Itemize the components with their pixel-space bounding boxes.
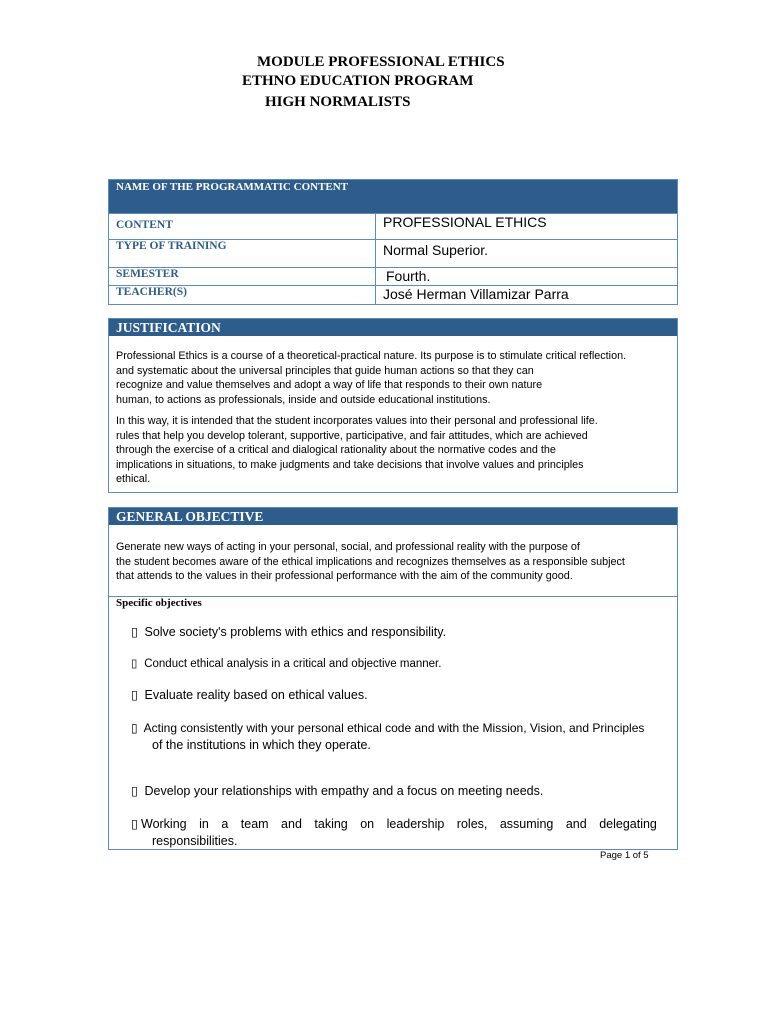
row-value: Normal Superior. [383,242,489,258]
doc-title-line2: ETHNO EDUCATION PROGRAM [242,73,474,89]
objective-text: Acting consistently with your personal ethical code and with the Mission, Vision, and Principles [143,721,645,735]
objective-text-word: and [565,817,587,831]
doc-title-line1: MODULE PROFESSIONAL ETHICS [257,54,505,70]
checkbox-bullet-icon: ▯ [131,784,138,798]
objective-text-word: assuming [499,817,554,831]
justification-paragraph-1 [109,336,677,407]
text-line: recognize and value themselves and adopt a way of life that responds to their own nature [116,379,543,391]
objective-text-continuation: responsibilities. [152,834,238,848]
objective-text: Develop your relationships with empathy and a focus on meeting needs. [144,784,544,798]
section-heading: GENERAL OBJECTIVE [109,508,677,525]
list-item [131,624,657,641]
text-line: Generate new ways of acting in your personal, social, and professional reality with the purpose of [116,541,580,553]
text-line: implications in situations, to make judgments and take decisions that involve values and principles [116,458,584,471]
row-label: TEACHER(S) [109,286,376,304]
list-item [131,783,657,800]
specific-objectives-title: Specific objectives [116,597,202,609]
text-line: ethical. [116,473,151,485]
checkbox-bullet-icon: ▯ [131,721,138,735]
objective-text-word: delegating [599,817,657,831]
objective-text-word: taking [314,817,348,831]
text-line: rules that help you develop tolerant, supportive, participative, and fair attitudes, which are achieved [116,429,588,442]
table-row-semester [109,268,677,286]
text-line: human, to actions as professionals, inside and outside educational institutions. [116,393,491,406]
objective-text: Solve society's problems with ethics and responsibility. [144,625,447,639]
text-line: through the exercise of a critical and dialogical rationality about the normative codes and the [116,444,556,456]
checkbox-bullet-icon: ▯ [131,658,138,670]
row-value: José Herman Villamizar Parra [383,286,569,302]
text-line: and systematic about the universal principles that guide human actions so that they can [116,364,534,377]
objective-text-word: on [360,817,375,831]
objective-text-continuation: of the institutions in which they operate. [152,738,371,752]
objective-text-word: team [240,817,269,831]
objective-text-word: and [281,817,302,831]
list-item [131,816,657,850]
list-item [131,720,657,754]
text-line: Professional Ethics is a course of a theoretical-practical nature. Its purpose is to stimulate critical reflection. [116,350,627,362]
objective-text: Conduct ethical analysis in a critical and objective manner. [144,658,442,670]
text-line: In this way, it is intended that the student incorporates values into their personal and professional life. [116,415,598,427]
checkbox-bullet-icon: ▯ [131,817,138,831]
objective-text: Evaluate reality based on ethical values. [144,688,368,702]
table-row-teachers [109,286,677,304]
table-row-content [109,214,677,240]
row-value: Fourth. [386,268,431,284]
table-row-training [109,240,677,268]
text-line: that attends to the values in their professional performance with the aim of the community good. [116,570,573,582]
programmatic-content-table [108,179,678,305]
objective-text-word: in [199,817,209,831]
page-number: Page 1 of 5 [600,850,649,861]
row-label: SEMESTER [109,268,376,285]
objective-text-word: Working [141,817,187,831]
list-item [131,656,657,673]
justification-section [108,318,678,493]
table-title: NAME OF THE PROGRAMMATIC CONTENT [109,180,677,214]
text-line: the student becomes aware of the ethical implications and recognizes themselves as a responsible subject [116,555,625,568]
objective-text-word: a [221,817,229,831]
justification-paragraph-2 [109,407,677,487]
list-item [131,687,657,704]
row-label: CONTENT [109,214,376,239]
doc-title-line3: HIGH NORMALISTS [265,94,411,110]
section-heading: JUSTIFICATION [109,319,677,336]
row-value: PROFESSIONAL ETHICS [383,214,547,230]
general-objective-text [109,525,677,597]
objective-text-word: roles, [456,817,488,831]
row-label: TYPE OF TRAINING [109,240,376,267]
checkbox-bullet-icon: ▯ [131,688,138,702]
objective-text-word: leadership [386,817,445,831]
checkbox-bullet-icon: ▯ [131,625,138,639]
